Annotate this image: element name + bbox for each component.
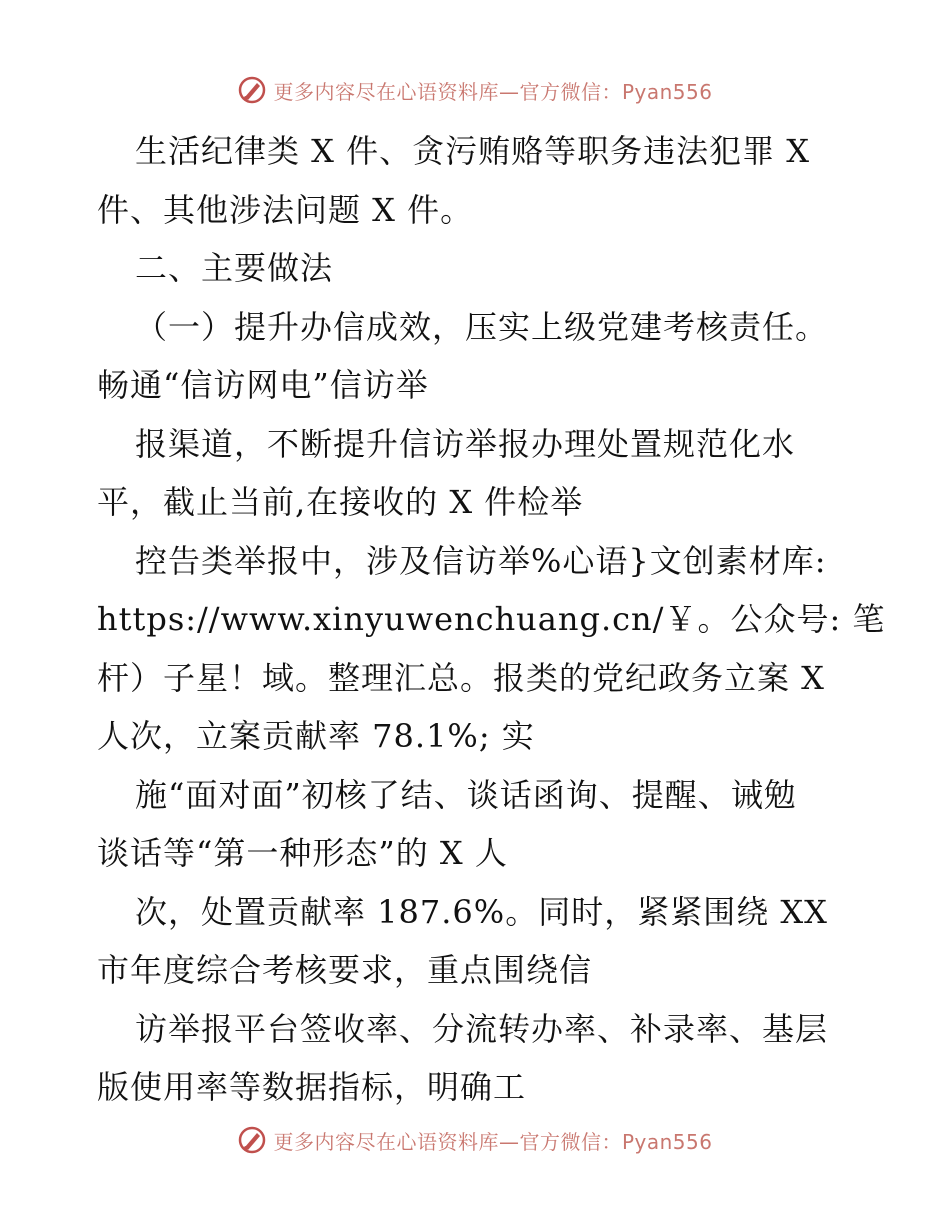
banner-text: 更多内容尽在心语资料库—官方微信：Pyan556 [273, 1129, 713, 1154]
text-line: 次，处置贡献率 187.6%。同时，紧紧围绕 XX [135, 892, 828, 931]
text-line: 访举报平台签收率、分流转办率、补录率、基层 [135, 1009, 829, 1048]
footer-banner [0, 1120, 950, 1160]
pen-logo-icon [237, 75, 267, 105]
pen-logo-icon [237, 1125, 267, 1155]
text-line: 市年度综合考核要求，重点围绕信 [97, 951, 593, 989]
text-line: 生活纪律类 X 件、贪污贿赂等职务违法犯罪 X [135, 132, 811, 170]
text-line: 版使用率等数据指标，明确工 [97, 1068, 527, 1106]
text-line: https://www.xinyuwenchuang.cn/￥。公众号: 笔 [97, 600, 886, 638]
text-line: 人次，立案贡献率 78.1%; 实 [97, 717, 535, 755]
text-line: 平，截止当前,在接收的 X 件检举 [97, 483, 584, 521]
banner-text: 更多内容尽在心语资料库—官方微信：Pyan556 [273, 79, 713, 104]
text-line: 控告类举报中，涉及信访举%心语}文创素材库: [135, 541, 827, 580]
text-line: 杆）子星！域。整理汇总。报类的党纪政务立案 X [97, 658, 825, 697]
text-line: 件、其他涉法问题 X 件。 [97, 190, 474, 229]
text-line: 畅通“信访网电”信访举 [97, 366, 429, 404]
document-body [97, 122, 886, 1117]
text-line: 二、主要做法 [135, 249, 334, 287]
text-line: 施“面对面”初核了结、谈话函询、提醒、诫勉 [135, 775, 797, 814]
header-banner [0, 70, 950, 110]
text-line: 谈话等“第一种形态”的 X 人 [97, 834, 508, 872]
text-line: （一）提升办信成效，压实上级党建考核责任。 [135, 307, 829, 346]
text-line: 报渠道，不断提升信访举报办理处置规范化水 [135, 424, 796, 463]
